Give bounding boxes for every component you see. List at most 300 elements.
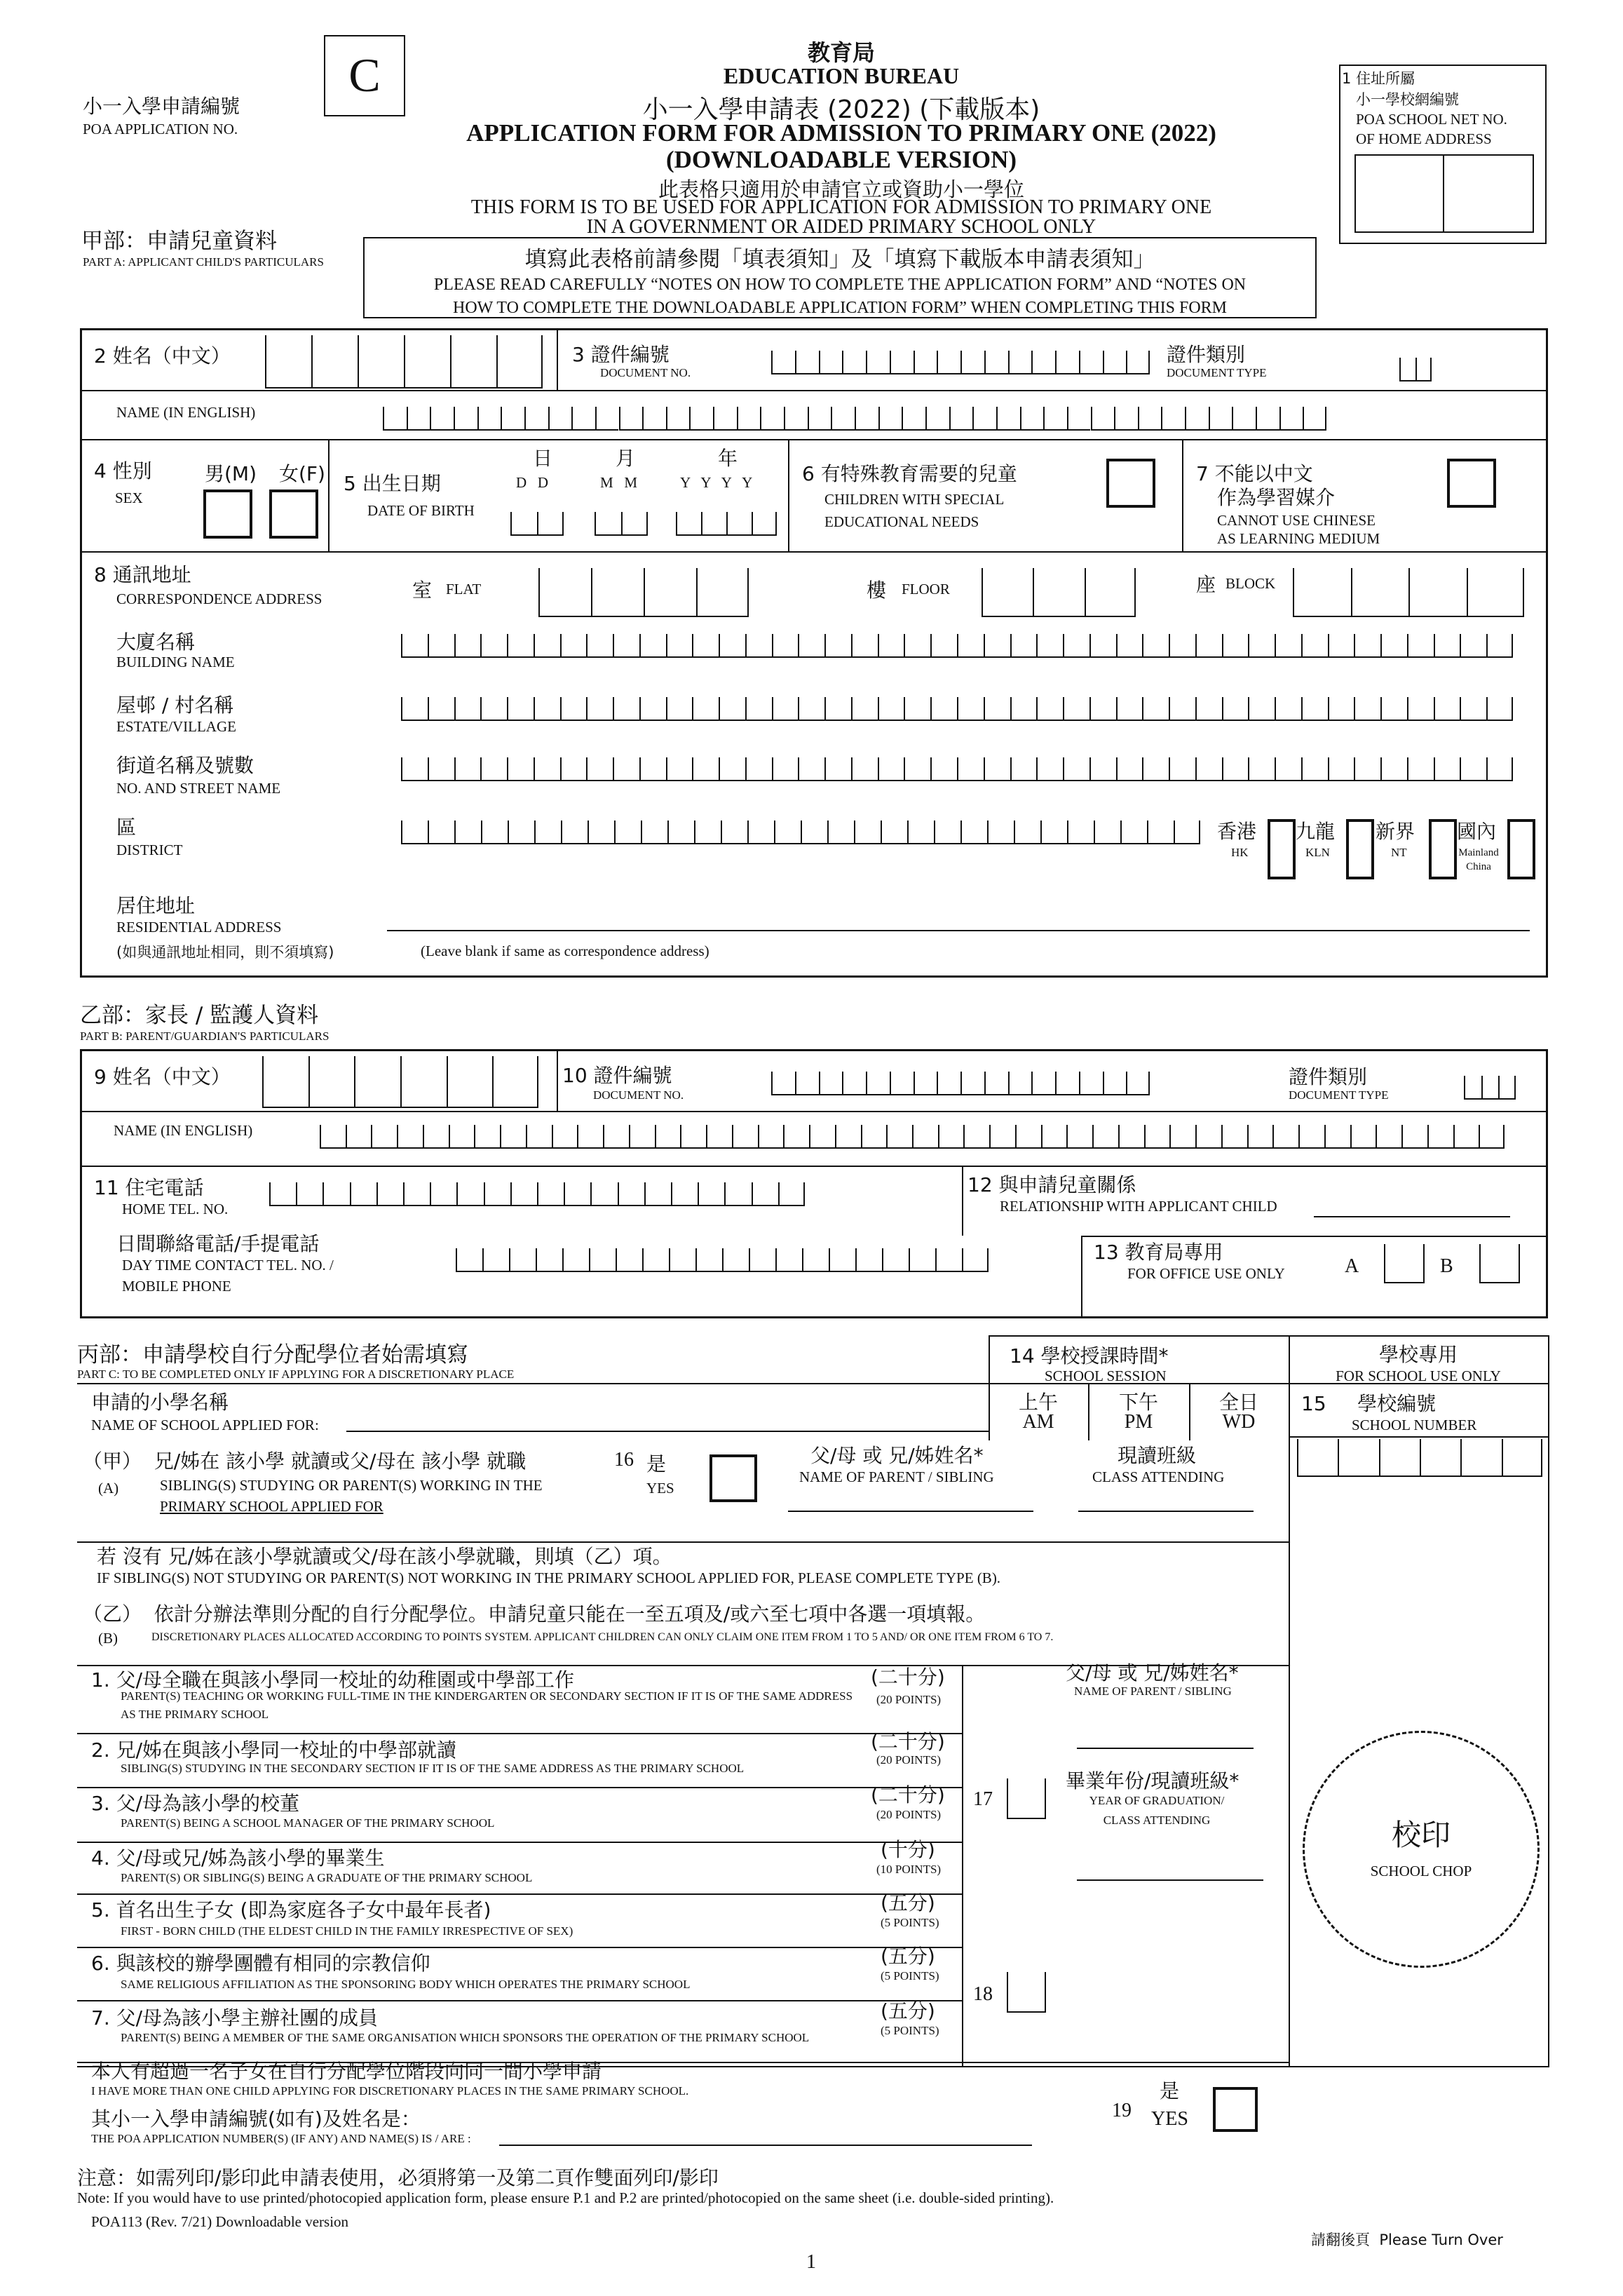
entry-cell[interactable] — [984, 634, 1010, 658]
entry-cell[interactable] — [400, 1056, 447, 1108]
entry-cell[interactable] — [508, 821, 534, 844]
entry-cell[interactable] — [456, 1248, 482, 1272]
entry-cell[interactable] — [878, 697, 904, 721]
entry-cell[interactable] — [666, 407, 690, 431]
entry-cell[interactable] — [861, 1125, 887, 1149]
entry-cell[interactable] — [866, 1072, 890, 1095]
b-parent-name-input[interactable] — [1077, 1748, 1254, 1749]
entry-cell[interactable] — [397, 1125, 423, 1149]
entry-cell[interactable] — [454, 407, 477, 431]
entry-cell[interactable] — [984, 351, 1008, 374]
entry-cell[interactable] — [552, 1125, 578, 1149]
entry-cell[interactable] — [560, 634, 587, 658]
entry-cell[interactable] — [430, 1182, 456, 1206]
entry-cell[interactable] — [666, 634, 693, 658]
entry-cell[interactable] — [737, 407, 761, 431]
entry-cell[interactable] — [692, 697, 719, 721]
entry-cell[interactable] — [938, 1125, 964, 1149]
entry-cell[interactable] — [930, 634, 957, 658]
entry-cell[interactable] — [802, 1248, 829, 1272]
entry-cell[interactable] — [618, 1182, 644, 1206]
school-no-input[interactable] — [1297, 1439, 1542, 1477]
entry-cell[interactable] — [722, 1248, 749, 1272]
entry-cell[interactable] — [1089, 757, 1116, 781]
parent-name-zh-input[interactable] — [262, 1056, 538, 1108]
entry-cell[interactable] — [949, 407, 973, 431]
entry-cell[interactable] — [1185, 407, 1209, 431]
entry-cell[interactable] — [1079, 1072, 1103, 1095]
ncs-checkbox[interactable] — [1447, 459, 1496, 508]
office-b-input[interactable] — [1479, 1244, 1520, 1283]
entry-cell[interactable] — [1460, 634, 1486, 658]
entry-cell[interactable] — [855, 407, 878, 431]
entry-cell[interactable] — [1460, 757, 1486, 781]
entry-cell[interactable] — [666, 757, 693, 781]
entry-cell[interactable] — [480, 634, 507, 658]
entry-cell[interactable] — [595, 407, 619, 431]
entry-cell[interactable] — [904, 634, 930, 658]
entry-cell[interactable] — [957, 634, 984, 658]
entry-cell[interactable] — [771, 1072, 795, 1095]
entry-cell[interactable] — [311, 335, 358, 389]
entry-cell[interactable] — [1169, 1125, 1195, 1149]
entry-cell[interactable] — [719, 697, 745, 721]
entry-cell[interactable] — [1248, 634, 1275, 658]
entry-cell[interactable] — [1067, 407, 1091, 431]
entry-cell[interactable] — [772, 634, 799, 658]
entry-cell[interactable] — [1453, 1125, 1479, 1149]
entry-cell[interactable] — [1399, 358, 1415, 381]
entry-cell[interactable] — [510, 512, 537, 536]
entry-cell[interactable] — [537, 1182, 564, 1206]
entry-cell[interactable] — [1338, 1439, 1378, 1477]
entry-cell[interactable] — [692, 757, 719, 781]
entry-cell[interactable] — [824, 634, 851, 658]
entry-cell[interactable] — [269, 1182, 296, 1206]
entry-cell[interactable] — [1279, 407, 1303, 431]
entry-cell[interactable] — [536, 1248, 562, 1272]
entry-cell[interactable] — [724, 1182, 751, 1206]
entry-cell[interactable] — [1434, 634, 1460, 658]
entry-cell[interactable] — [713, 407, 737, 431]
grad-input[interactable] — [1077, 1879, 1263, 1881]
building-input[interactable] — [401, 634, 1513, 658]
entry-cell[interactable] — [890, 351, 914, 374]
entry-cell[interactable] — [456, 1182, 483, 1206]
entry-cell[interactable] — [984, 697, 1010, 721]
entry-cell[interactable] — [934, 821, 960, 844]
entry-cell[interactable] — [1142, 757, 1169, 781]
entry-cell[interactable] — [1256, 407, 1279, 431]
entry-cell[interactable] — [719, 757, 745, 781]
entry-cell[interactable] — [1033, 568, 1084, 617]
entry-cell[interactable] — [534, 757, 560, 781]
entry-cell[interactable] — [855, 1248, 882, 1272]
entry-cell[interactable] — [819, 1072, 843, 1095]
entry-cell[interactable] — [1222, 697, 1249, 721]
entry-cell[interactable] — [671, 1182, 698, 1206]
entry-cell[interactable] — [629, 1125, 655, 1149]
entry-cell[interactable] — [1328, 757, 1354, 781]
entry-cell[interactable] — [591, 568, 644, 617]
entry-cell[interactable] — [454, 757, 481, 781]
entry-cell[interactable] — [930, 757, 957, 781]
entry-cell[interactable] — [1380, 634, 1407, 658]
entry-cell[interactable] — [403, 1182, 430, 1206]
entry-cell[interactable] — [564, 1182, 590, 1206]
street-input[interactable] — [401, 757, 1513, 781]
q19-checkbox[interactable] — [1213, 2087, 1258, 2132]
entry-cell[interactable] — [1116, 697, 1143, 721]
entry-cell[interactable] — [1036, 757, 1063, 781]
entry-cell[interactable] — [1407, 757, 1434, 781]
entry-cell[interactable] — [507, 634, 534, 658]
entry-cell[interactable] — [909, 1248, 935, 1272]
entry-cell[interactable] — [831, 407, 855, 431]
entry-cell[interactable] — [878, 757, 904, 781]
entry-cell[interactable] — [1195, 1125, 1221, 1149]
entry-cell[interactable] — [1040, 821, 1067, 844]
entry-cell[interactable] — [1407, 634, 1434, 658]
region-cn-checkbox[interactable] — [1507, 819, 1535, 879]
entry-cell[interactable] — [371, 1125, 397, 1149]
entry-cell[interactable] — [500, 1125, 526, 1149]
entry-cell[interactable] — [963, 1125, 989, 1149]
region-hk-checkbox[interactable] — [1268, 819, 1296, 879]
entry-cell[interactable] — [801, 821, 827, 844]
entry-cell[interactable] — [423, 1125, 449, 1149]
entry-cell[interactable] — [1401, 1125, 1427, 1149]
entry-cell[interactable] — [586, 697, 613, 721]
entry-cell[interactable] — [562, 1248, 589, 1272]
entry-cell[interactable] — [454, 697, 481, 721]
flat-input[interactable] — [538, 568, 749, 617]
entry-cell[interactable] — [577, 1125, 603, 1149]
entry-cell[interactable] — [914, 351, 937, 374]
entry-cell[interactable] — [1094, 821, 1120, 844]
dob-year-input[interactable] — [676, 512, 777, 536]
entry-cell[interactable] — [732, 1125, 758, 1149]
entry-cell[interactable] — [447, 1056, 493, 1108]
entry-cell[interactable] — [914, 1072, 937, 1095]
entry-cell[interactable] — [619, 407, 643, 431]
entry-cell[interactable] — [1169, 757, 1195, 781]
entry-cell[interactable] — [1036, 697, 1063, 721]
entry-cell[interactable] — [1169, 697, 1195, 721]
entry-cell[interactable] — [639, 634, 666, 658]
entry-cell[interactable] — [982, 568, 1033, 617]
entry-cell[interactable] — [639, 697, 666, 721]
entry-cell[interactable] — [851, 757, 878, 781]
entry-cell[interactable] — [350, 1182, 376, 1206]
entry-cell[interactable] — [642, 407, 666, 431]
entry-cell[interactable] — [613, 757, 639, 781]
entry-cell[interactable] — [824, 697, 851, 721]
entry-cell[interactable] — [383, 407, 407, 431]
entry-cell[interactable] — [641, 821, 667, 844]
entry-cell[interactable] — [695, 1248, 722, 1272]
dob-month-input[interactable] — [595, 512, 648, 536]
entry-cell[interactable] — [1079, 351, 1103, 374]
entry-cell[interactable] — [882, 1248, 909, 1272]
entry-cell[interactable] — [1351, 568, 1409, 617]
sen-checkbox[interactable] — [1106, 459, 1155, 508]
entry-cell[interactable] — [296, 1182, 322, 1206]
entry-cell[interactable] — [798, 697, 824, 721]
entry-cell[interactable] — [758, 1125, 784, 1149]
entry-cell[interactable] — [772, 757, 799, 781]
entry-cell[interactable] — [1486, 757, 1513, 781]
parent-name-en-input[interactable] — [320, 1125, 1505, 1149]
entry-cell[interactable] — [1328, 697, 1354, 721]
entry-cell[interactable] — [842, 351, 866, 374]
entry-cell[interactable] — [1248, 757, 1275, 781]
child-name-zh-input[interactable] — [265, 335, 543, 389]
entry-cell[interactable] — [696, 568, 749, 617]
district-input[interactable] — [401, 821, 1200, 844]
entry-cell[interactable] — [428, 634, 454, 658]
entry-cell[interactable] — [824, 757, 851, 781]
entry-cell[interactable] — [474, 1125, 500, 1149]
entry-cell[interactable] — [1031, 351, 1055, 374]
entry-cell[interactable] — [1221, 1125, 1247, 1149]
entry-cell[interactable] — [1275, 634, 1301, 658]
entry-cell[interactable] — [477, 407, 501, 431]
entry-cell[interactable] — [614, 821, 641, 844]
entry-cell[interactable] — [835, 1125, 861, 1149]
entry-cell[interactable] — [962, 1248, 989, 1272]
school-name-input[interactable] — [346, 1431, 989, 1432]
entry-cell[interactable] — [1010, 634, 1037, 658]
entry-cell[interactable] — [1066, 1125, 1092, 1149]
entry-cell[interactable] — [354, 1056, 400, 1108]
q18-input[interactable] — [1007, 1972, 1046, 2013]
entry-cell[interactable] — [644, 1182, 671, 1206]
dob-day-input[interactable] — [510, 512, 564, 536]
entry-cell[interactable] — [560, 757, 587, 781]
region-kln-checkbox[interactable] — [1346, 819, 1374, 879]
entry-cell[interactable] — [1209, 407, 1232, 431]
entry-cell[interactable] — [595, 512, 621, 536]
a-parent-name-input[interactable] — [788, 1511, 1033, 1512]
entry-cell[interactable] — [827, 821, 854, 844]
entry-cell[interactable] — [492, 1056, 538, 1108]
entry-cell[interactable] — [560, 697, 587, 721]
entry-cell[interactable] — [1174, 821, 1200, 844]
entry-cell[interactable] — [1089, 634, 1116, 658]
entry-cell[interactable] — [881, 821, 907, 844]
entry-cell[interactable] — [996, 407, 1020, 431]
entry-cell[interactable] — [401, 757, 428, 781]
entry-cell[interactable] — [783, 1125, 809, 1149]
entry-cell[interactable] — [1116, 757, 1143, 781]
entry-cell[interactable] — [960, 351, 984, 374]
entry-cell[interactable] — [745, 757, 772, 781]
entry-cell[interactable] — [401, 821, 428, 844]
entry-cell[interactable] — [428, 757, 454, 781]
entry-cell[interactable] — [851, 634, 878, 658]
day-tel-input[interactable] — [456, 1248, 989, 1272]
entry-cell[interactable] — [1041, 1125, 1067, 1149]
entry-cell[interactable] — [1293, 568, 1351, 617]
entry-cell[interactable] — [534, 821, 561, 844]
sex-male-checkbox[interactable] — [203, 489, 252, 539]
entry-cell[interactable] — [449, 1125, 475, 1149]
entry-cell[interactable] — [1114, 407, 1138, 431]
entry-cell[interactable] — [454, 634, 481, 658]
entry-cell[interactable] — [1502, 1439, 1542, 1477]
entry-cell[interactable] — [496, 335, 543, 389]
entry-cell[interactable] — [937, 1072, 960, 1095]
entry-cell[interactable] — [1460, 697, 1486, 721]
entry-cell[interactable] — [501, 407, 524, 431]
entry-cell[interactable] — [809, 1125, 835, 1149]
relation-input[interactable] — [1314, 1216, 1510, 1217]
entry-cell[interactable] — [534, 634, 560, 658]
entry-cell[interactable] — [774, 821, 801, 844]
entry-cell[interactable] — [676, 512, 701, 536]
home-tel-input[interactable] — [269, 1182, 805, 1206]
entry-cell[interactable] — [1247, 1125, 1273, 1149]
entry-cell[interactable] — [1010, 757, 1037, 781]
entry-cell[interactable] — [481, 821, 508, 844]
entry-cell[interactable] — [904, 697, 930, 721]
entry-cell[interactable] — [666, 697, 693, 721]
entry-cell[interactable] — [642, 1248, 669, 1272]
entry-cell[interactable] — [1055, 351, 1079, 374]
entry-cell[interactable] — [428, 697, 454, 721]
entry-cell[interactable] — [1232, 407, 1256, 431]
entry-cell[interactable] — [784, 407, 808, 431]
entry-cell[interactable] — [1142, 697, 1169, 721]
entry-cell[interactable] — [798, 757, 824, 781]
entry-cell[interactable] — [1464, 1076, 1481, 1100]
entry-cell[interactable] — [507, 697, 534, 721]
entry-cell[interactable] — [1103, 351, 1127, 374]
entry-cell[interactable] — [534, 697, 560, 721]
entry-cell[interactable] — [667, 821, 694, 844]
entry-cell[interactable] — [1116, 634, 1143, 658]
child-doc-no-input[interactable] — [771, 351, 1150, 374]
child-doc-type-input[interactable] — [1399, 358, 1432, 381]
entry-cell[interactable] — [1408, 568, 1467, 617]
entry-cell[interactable] — [851, 697, 878, 721]
entry-cell[interactable] — [698, 1182, 724, 1206]
parent-doc-type-input[interactable] — [1464, 1076, 1516, 1100]
entry-cell[interactable] — [484, 1182, 510, 1206]
entry-cell[interactable] — [957, 697, 984, 721]
entry-cell[interactable] — [322, 1182, 349, 1206]
entry-cell[interactable] — [526, 1125, 552, 1149]
entry-cell[interactable] — [1275, 757, 1301, 781]
entry-cell[interactable] — [454, 821, 481, 844]
entry-cell[interactable] — [401, 697, 428, 721]
entry-cell[interactable] — [1379, 1439, 1420, 1477]
entry-cell[interactable] — [795, 1072, 819, 1095]
entry-cell[interactable] — [1481, 1076, 1499, 1100]
entry-cell[interactable] — [886, 1125, 912, 1149]
entry-cell[interactable] — [795, 351, 819, 374]
block-input[interactable] — [1293, 568, 1524, 617]
entry-cell[interactable] — [907, 821, 934, 844]
entry-cell[interactable] — [1195, 697, 1222, 721]
entry-cell[interactable] — [1354, 634, 1380, 658]
entry-cell[interactable] — [571, 407, 595, 431]
parent-doc-no-input[interactable] — [771, 1072, 1150, 1095]
entry-cell[interactable] — [925, 407, 949, 431]
entry-cell[interactable] — [588, 821, 614, 844]
entry-cell[interactable] — [1195, 634, 1222, 658]
entry-cell[interactable] — [1142, 634, 1169, 658]
entry-cell[interactable] — [376, 1182, 403, 1206]
entry-cell[interactable] — [407, 407, 430, 431]
entry-cell[interactable] — [480, 757, 507, 781]
entry-cell[interactable] — [689, 407, 713, 431]
entry-cell[interactable] — [829, 1248, 855, 1272]
entry-cell[interactable] — [1420, 1439, 1460, 1477]
entry-cell[interactable] — [721, 821, 747, 844]
entry-cell[interactable] — [450, 335, 496, 389]
entry-cell[interactable] — [902, 407, 925, 431]
entry-cell[interactable] — [798, 634, 824, 658]
entry-cell[interactable] — [480, 697, 507, 721]
entry-cell[interactable] — [1043, 407, 1067, 431]
entry-cell[interactable] — [1376, 1125, 1401, 1149]
entry-cell[interactable] — [1350, 1125, 1376, 1149]
net-no-input[interactable] — [1354, 154, 1534, 233]
floor-input[interactable] — [982, 568, 1136, 617]
entry-cell[interactable] — [775, 1248, 802, 1272]
entry-cell[interactable] — [1222, 634, 1249, 658]
entry-cell[interactable] — [930, 697, 957, 721]
entry-cell[interactable] — [430, 407, 454, 431]
entry-cell[interactable] — [1324, 1125, 1350, 1149]
entry-cell[interactable] — [752, 512, 777, 536]
entry-cell[interactable] — [1303, 407, 1326, 431]
entry-cell[interactable] — [692, 634, 719, 658]
entry-cell[interactable] — [1222, 757, 1249, 781]
entry-cell[interactable] — [1063, 634, 1089, 658]
entry-cell[interactable] — [854, 821, 881, 844]
entry-cell[interactable] — [1126, 351, 1150, 374]
entry-cell[interactable] — [749, 1248, 775, 1272]
entry-cell[interactable] — [771, 351, 795, 374]
entry-cell[interactable] — [1147, 821, 1174, 844]
entry-cell[interactable] — [842, 1072, 866, 1095]
entry-cell[interactable] — [1427, 1125, 1453, 1149]
entry-cell[interactable] — [510, 1182, 537, 1206]
other-app-input[interactable] — [499, 2145, 1032, 2146]
entry-cell[interactable] — [680, 1125, 706, 1149]
entry-cell[interactable] — [745, 697, 772, 721]
entry-cell[interactable] — [1092, 1125, 1118, 1149]
entry-cell[interactable] — [989, 1125, 1015, 1149]
entry-cell[interactable] — [308, 1056, 355, 1108]
entry-cell[interactable] — [589, 1248, 616, 1272]
entry-cell[interactable] — [819, 351, 843, 374]
entry-cell[interactable] — [1248, 697, 1275, 721]
estate-input[interactable] — [401, 697, 1513, 721]
entry-cell[interactable] — [1434, 757, 1460, 781]
entry-cell[interactable] — [778, 1182, 805, 1206]
entry-cell[interactable] — [1055, 1072, 1079, 1095]
entry-cell[interactable] — [538, 568, 591, 617]
entry-cell[interactable] — [603, 1125, 629, 1149]
entry-cell[interactable] — [987, 821, 1014, 844]
entry-cell[interactable] — [719, 634, 745, 658]
entry-cell[interactable] — [509, 1248, 536, 1272]
entry-cell[interactable] — [1467, 568, 1525, 617]
